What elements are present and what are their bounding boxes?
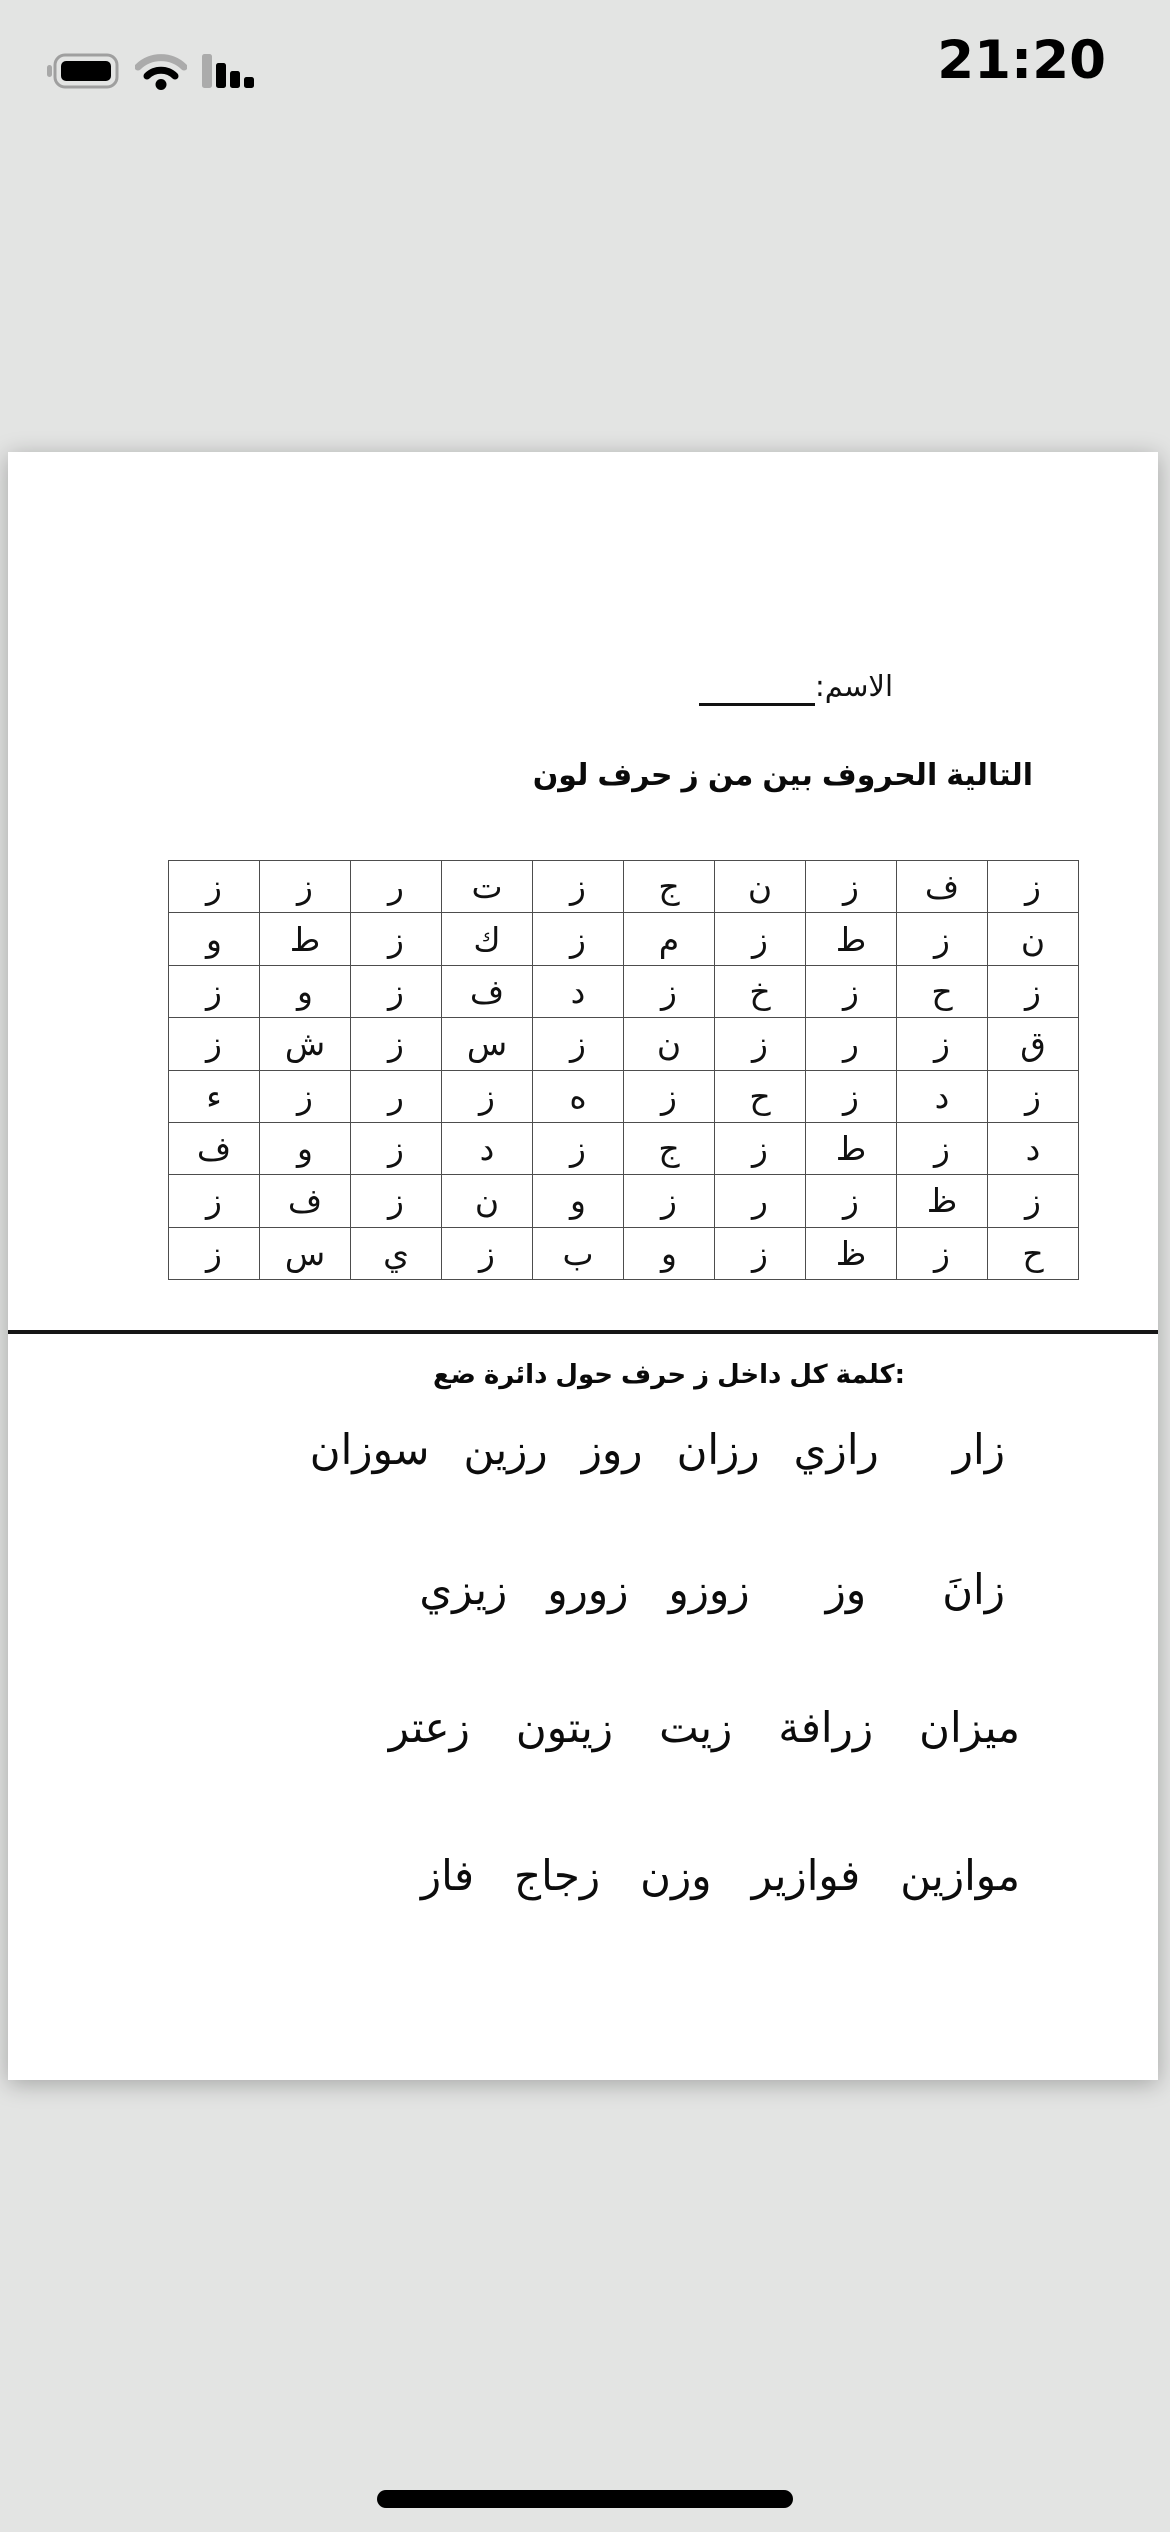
grid-letter-cell: خ <box>715 965 806 1017</box>
word-row-2 <box>419 1558 1005 1622</box>
target-word: زرافة <box>778 1703 874 1752</box>
grid-row <box>169 1122 1079 1174</box>
grid-letter-cell: ط <box>260 913 351 965</box>
grid-letter-cell: ر <box>351 1070 442 1122</box>
letter-grid-body <box>169 861 1079 1280</box>
grid-letter-cell: ز <box>260 861 351 913</box>
letter-grid <box>168 860 1079 1280</box>
grid-letter-cell: ت <box>442 861 533 913</box>
grid-letter-cell: س <box>260 1227 351 1279</box>
grid-letter-cell: ح <box>715 1070 806 1122</box>
grid-letter-cell: د <box>897 1070 988 1122</box>
grid-letter-cell: ف <box>442 965 533 1017</box>
battery-icon <box>46 52 120 90</box>
grid-letter-cell: ز <box>806 861 897 913</box>
grid-letter-cell: ز <box>897 1122 988 1174</box>
grid-letter-cell: ط <box>806 1122 897 1174</box>
target-word: زار <box>952 1425 1005 1474</box>
grid-letter-cell: ط <box>806 913 897 965</box>
grid-letter-cell: ر <box>715 1175 806 1227</box>
status-icons <box>46 52 256 90</box>
section1-title <box>533 758 1033 793</box>
grid-letter-cell: ز <box>169 1018 260 1070</box>
grid-letter-cell: ي <box>351 1227 442 1279</box>
grid-letter-cell: ح <box>988 1227 1079 1279</box>
word-row-4 <box>421 1844 1020 1908</box>
grid-row <box>169 1227 1079 1279</box>
title-word: كلمة: <box>835 1360 905 1390</box>
grid-letter-cell: ز <box>351 1018 442 1070</box>
grid-letter-cell: د <box>442 1122 533 1174</box>
grid-letter-cell: ن <box>624 1018 715 1070</box>
word-row-1 <box>310 1418 1005 1482</box>
grid-letter-cell: ز <box>533 1122 624 1174</box>
title-word: حرف <box>597 758 673 793</box>
grid-letter-cell: و <box>260 1122 351 1174</box>
grid-letter-cell: ز <box>351 1175 442 1227</box>
grid-letter-cell: و <box>533 1175 624 1227</box>
title-word: حول <box>555 1360 614 1390</box>
section-divider-line <box>8 1330 1158 1334</box>
grid-letter-cell: ز <box>897 1227 988 1279</box>
grid-letter-cell: د <box>988 1122 1079 1174</box>
target-word: فوازير <box>751 1851 861 1900</box>
target-word: زعتر <box>388 1703 470 1752</box>
grid-letter-cell: ز <box>169 1175 260 1227</box>
grid-letter-cell: ظ <box>806 1227 897 1279</box>
grid-letter-cell: ف <box>260 1175 351 1227</box>
grid-letter-cell: ن <box>715 861 806 913</box>
grid-row <box>169 1018 1079 1070</box>
grid-letter-cell: ز <box>169 965 260 1017</box>
grid-letter-cell: ز <box>715 1122 806 1174</box>
target-word: زيزي <box>419 1565 508 1614</box>
grid-letter-cell: ز <box>806 1070 897 1122</box>
grid-letter-cell: ز <box>715 1227 806 1279</box>
title-word: ز <box>694 1360 710 1390</box>
grid-letter-cell: ج <box>624 861 715 913</box>
title-word: بين <box>762 758 813 793</box>
grid-letter-cell: ف <box>897 861 988 913</box>
grid-letter-cell: ه <box>533 1070 624 1122</box>
grid-letter-cell: ك <box>442 913 533 965</box>
grid-letter-cell: ش <box>260 1018 351 1070</box>
target-word: ميزان <box>919 1703 1020 1752</box>
grid-letter-cell: ز <box>988 965 1079 1017</box>
target-word: رزان <box>676 1425 760 1474</box>
grid-letter-cell: ح <box>897 965 988 1017</box>
status-bar <box>0 0 1170 130</box>
grid-letter-cell: ز <box>169 1227 260 1279</box>
grid-letter-cell: ز <box>351 913 442 965</box>
grid-letter-cell: ن <box>988 913 1079 965</box>
grid-row <box>169 1070 1079 1122</box>
target-word: فاز <box>420 1851 475 1900</box>
grid-letter-cell: ز <box>897 913 988 965</box>
target-word: وز <box>825 1565 867 1614</box>
grid-row <box>169 1175 1079 1227</box>
grid-letter-cell: ز <box>169 861 260 913</box>
grid-letter-cell: ف <box>169 1122 260 1174</box>
grid-letter-cell: ز <box>442 1070 533 1122</box>
title-word: كل <box>789 1360 828 1390</box>
grid-letter-cell: ز <box>715 1018 806 1070</box>
grid-letter-cell: ز <box>260 1070 351 1122</box>
name-field-line <box>699 664 893 708</box>
grid-letter-cell: ز <box>351 965 442 1017</box>
grid-letter-cell: ج <box>624 1122 715 1174</box>
grid-letter-cell: ز <box>806 965 897 1017</box>
target-word: زيتون <box>515 1703 614 1752</box>
grid-letter-cell: ز <box>624 965 715 1017</box>
grid-letter-cell: و <box>169 913 260 965</box>
grid-letter-cell: د <box>533 965 624 1017</box>
grid-letter-cell: ز <box>533 861 624 913</box>
grid-letter-cell: م <box>624 913 715 965</box>
name-blank-line <box>699 669 815 706</box>
grid-letter-cell: ز <box>624 1175 715 1227</box>
title-word: دائرة <box>483 1360 548 1390</box>
grid-letter-cell: و <box>624 1227 715 1279</box>
grid-letter-cell: ر <box>351 861 442 913</box>
grid-letter-cell: ز <box>988 1175 1079 1227</box>
grid-letter-cell: ز <box>442 1227 533 1279</box>
grid-letter-cell: ظ <box>897 1175 988 1227</box>
grid-letter-cell: ز <box>624 1070 715 1122</box>
cellular-signal-icon <box>202 52 256 90</box>
target-word: زوزو <box>668 1565 750 1614</box>
grid-letter-cell: ز <box>897 1018 988 1070</box>
grid-letter-cell: ز <box>988 861 1079 913</box>
target-word: زجاج <box>514 1851 601 1900</box>
grid-row <box>169 965 1079 1017</box>
title-word: لون <box>532 758 589 793</box>
grid-letter-cell: ز <box>988 1070 1079 1122</box>
title-word: التالية <box>946 758 1033 793</box>
word-row-3 <box>389 1696 1020 1760</box>
grid-letter-cell: ن <box>442 1175 533 1227</box>
grid-letter-cell: ب <box>533 1227 624 1279</box>
target-word: زورو <box>547 1565 629 1614</box>
target-word: رازي <box>793 1425 879 1474</box>
target-word: سوزان <box>309 1425 430 1474</box>
wifi-icon <box>135 52 187 90</box>
title-word: ز <box>681 758 699 793</box>
grid-letter-cell: ق <box>988 1018 1079 1070</box>
grid-letter-cell: ء <box>169 1070 260 1122</box>
grid-letter-cell: ز <box>806 1175 897 1227</box>
grid-letter-cell: و <box>260 965 351 1017</box>
grid-letter-cell: س <box>442 1018 533 1070</box>
target-word: زيت <box>659 1703 733 1752</box>
grid-letter-cell: ز <box>533 1018 624 1070</box>
grid-letter-cell: ز <box>715 913 806 965</box>
target-word: وزن <box>640 1851 712 1900</box>
document-page <box>8 452 1158 2080</box>
target-word: زانَ <box>942 1565 1005 1614</box>
grid-row <box>169 861 1079 913</box>
home-indicator-handle[interactable] <box>377 2490 793 2508</box>
grid-letter-cell: ز <box>533 913 624 965</box>
title-word: حرف <box>621 1360 687 1390</box>
grid-letter-cell: ر <box>806 1018 897 1070</box>
title-word: ضع <box>432 1360 476 1390</box>
title-word: الحروف <box>821 758 938 793</box>
title-word: داخل <box>717 1360 782 1390</box>
grid-row <box>169 913 1079 965</box>
target-word: موازين <box>900 1851 1020 1900</box>
target-word: رزين <box>463 1425 548 1474</box>
name-label: الاسم: <box>815 669 893 703</box>
clock-time: 21:20 <box>937 30 1106 91</box>
section2-title <box>433 1360 905 1390</box>
target-word: روز <box>581 1425 643 1474</box>
title-word: من <box>707 758 754 793</box>
grid-letter-cell: ز <box>351 1122 442 1174</box>
